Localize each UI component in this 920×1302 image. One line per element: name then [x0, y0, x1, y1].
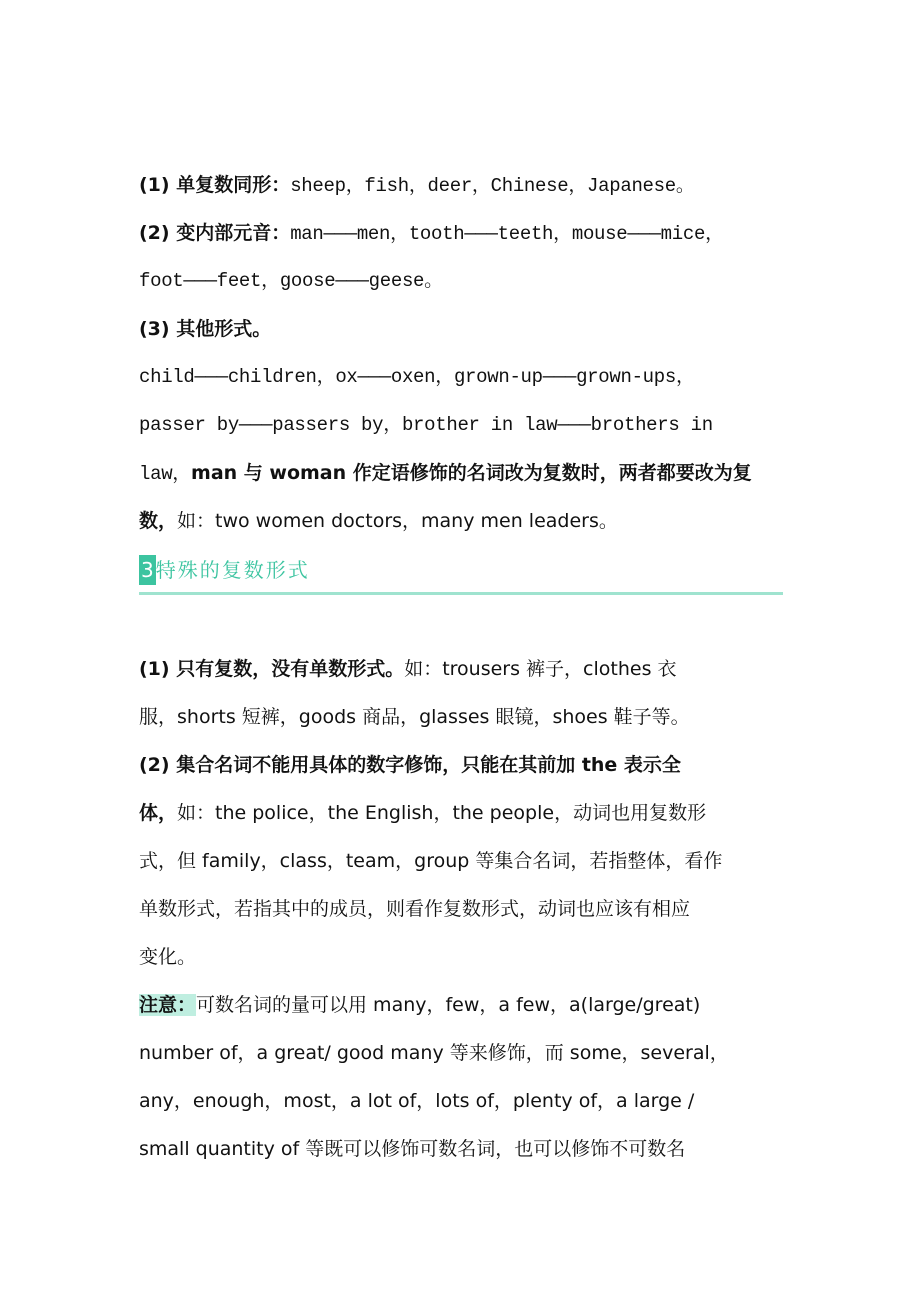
rule-3-examples-2 — [139, 410, 713, 440]
rule-2-examples-cont — [139, 266, 443, 296]
special-2-line — [139, 750, 681, 780]
rule-3-examples-3 — [139, 458, 752, 488]
special-1-text-2: 服，shorts 短裤，goods 商品，glasses 眼镜，shoes 鞋子等。 — [139, 706, 690, 728]
note-label: 注意： — [139, 994, 197, 1016]
heading-underline — [139, 592, 783, 595]
rule-3-text-3: law， — [139, 463, 192, 485]
rule-1-label: (1) 单复数同形： — [139, 174, 291, 196]
rule-2-line — [139, 218, 724, 248]
rule-3-label: (3) 其他形式。 — [139, 318, 272, 340]
note-line-3 — [139, 1086, 694, 1116]
special-1-text: 如：trousers 裤子，clothes 衣 — [404, 658, 677, 680]
special-2-line-4 — [139, 894, 690, 924]
special-1-label: (1) 只有复数，没有单数形式。 — [139, 658, 405, 680]
special-2-line-2 — [139, 798, 706, 828]
special-1-line-2 — [139, 702, 690, 732]
note-line-4 — [139, 1134, 685, 1164]
special-2-line-5 — [139, 942, 196, 972]
section-title: 特殊的复数形式 — [155, 558, 310, 582]
special-2-label: (2) 集合名词不能用具体的数字修饰，只能在其前加 the 表示全 — [139, 754, 681, 776]
rule-3-examples-1 — [139, 362, 695, 392]
special-2-text: 如：the police，the English，the people，动词也用复数形 — [177, 802, 707, 824]
special-2-text-4: 变化。 — [139, 946, 197, 968]
note-line-1 — [139, 990, 700, 1020]
note-text-4: small quantity of 等既可以修饰可数名词，也可以修饰不可数名 — [139, 1138, 686, 1160]
rule-1-examples: sheep，fish，deer，Chinese，Japanese。 — [290, 175, 695, 197]
rule-3-bold-note-end: 数， — [139, 510, 178, 532]
rule-3-bold-note: man 与 woman 作定语修饰的名词改为复数时，两者都要改为复 — [191, 462, 752, 484]
rule-3-text-4: 如：two women doctors，many men leaders。 — [177, 510, 618, 532]
rule-1-line — [139, 170, 695, 200]
rule-3-line — [139, 314, 271, 344]
rule-3-text-1: child———children，ox———oxen，grown-up———grown-ups， — [139, 366, 695, 388]
rule-2-label: (2) 变内部元音： — [139, 222, 291, 244]
note-line-2 — [139, 1038, 729, 1068]
rule-2-examples-2: foot———feet，goose———geese。 — [139, 270, 443, 292]
special-2-text-3: 单数形式，若指其中的成员，则看作复数形式，动词也应该有相应 — [139, 898, 691, 920]
rule-2-examples: man———men，tooth———teeth，mouse———mice， — [290, 223, 724, 245]
section-heading — [139, 555, 310, 585]
rule-3-text-2: passer by———passers by，brother in law———brothers in — [139, 414, 713, 436]
special-2-label-end: 体， — [139, 802, 178, 824]
special-2-line-3 — [139, 846, 722, 876]
special-1-line — [139, 654, 677, 684]
note-text-2: number of，a great/ good many 等来修饰，而 some，several， — [139, 1042, 729, 1064]
special-2-text-2: 式，但 family，class，team，group 等集合名词，若指整体，看作 — [139, 850, 723, 872]
rule-3-examples-4 — [139, 506, 618, 536]
section-number: 3 — [139, 555, 156, 585]
note-text-1: 可数名词的量可以用 many，few，a few，a(large/great) — [196, 994, 701, 1016]
note-text-3: any，enough，most，a lot of，lots of，plenty of，a large / — [139, 1090, 695, 1112]
